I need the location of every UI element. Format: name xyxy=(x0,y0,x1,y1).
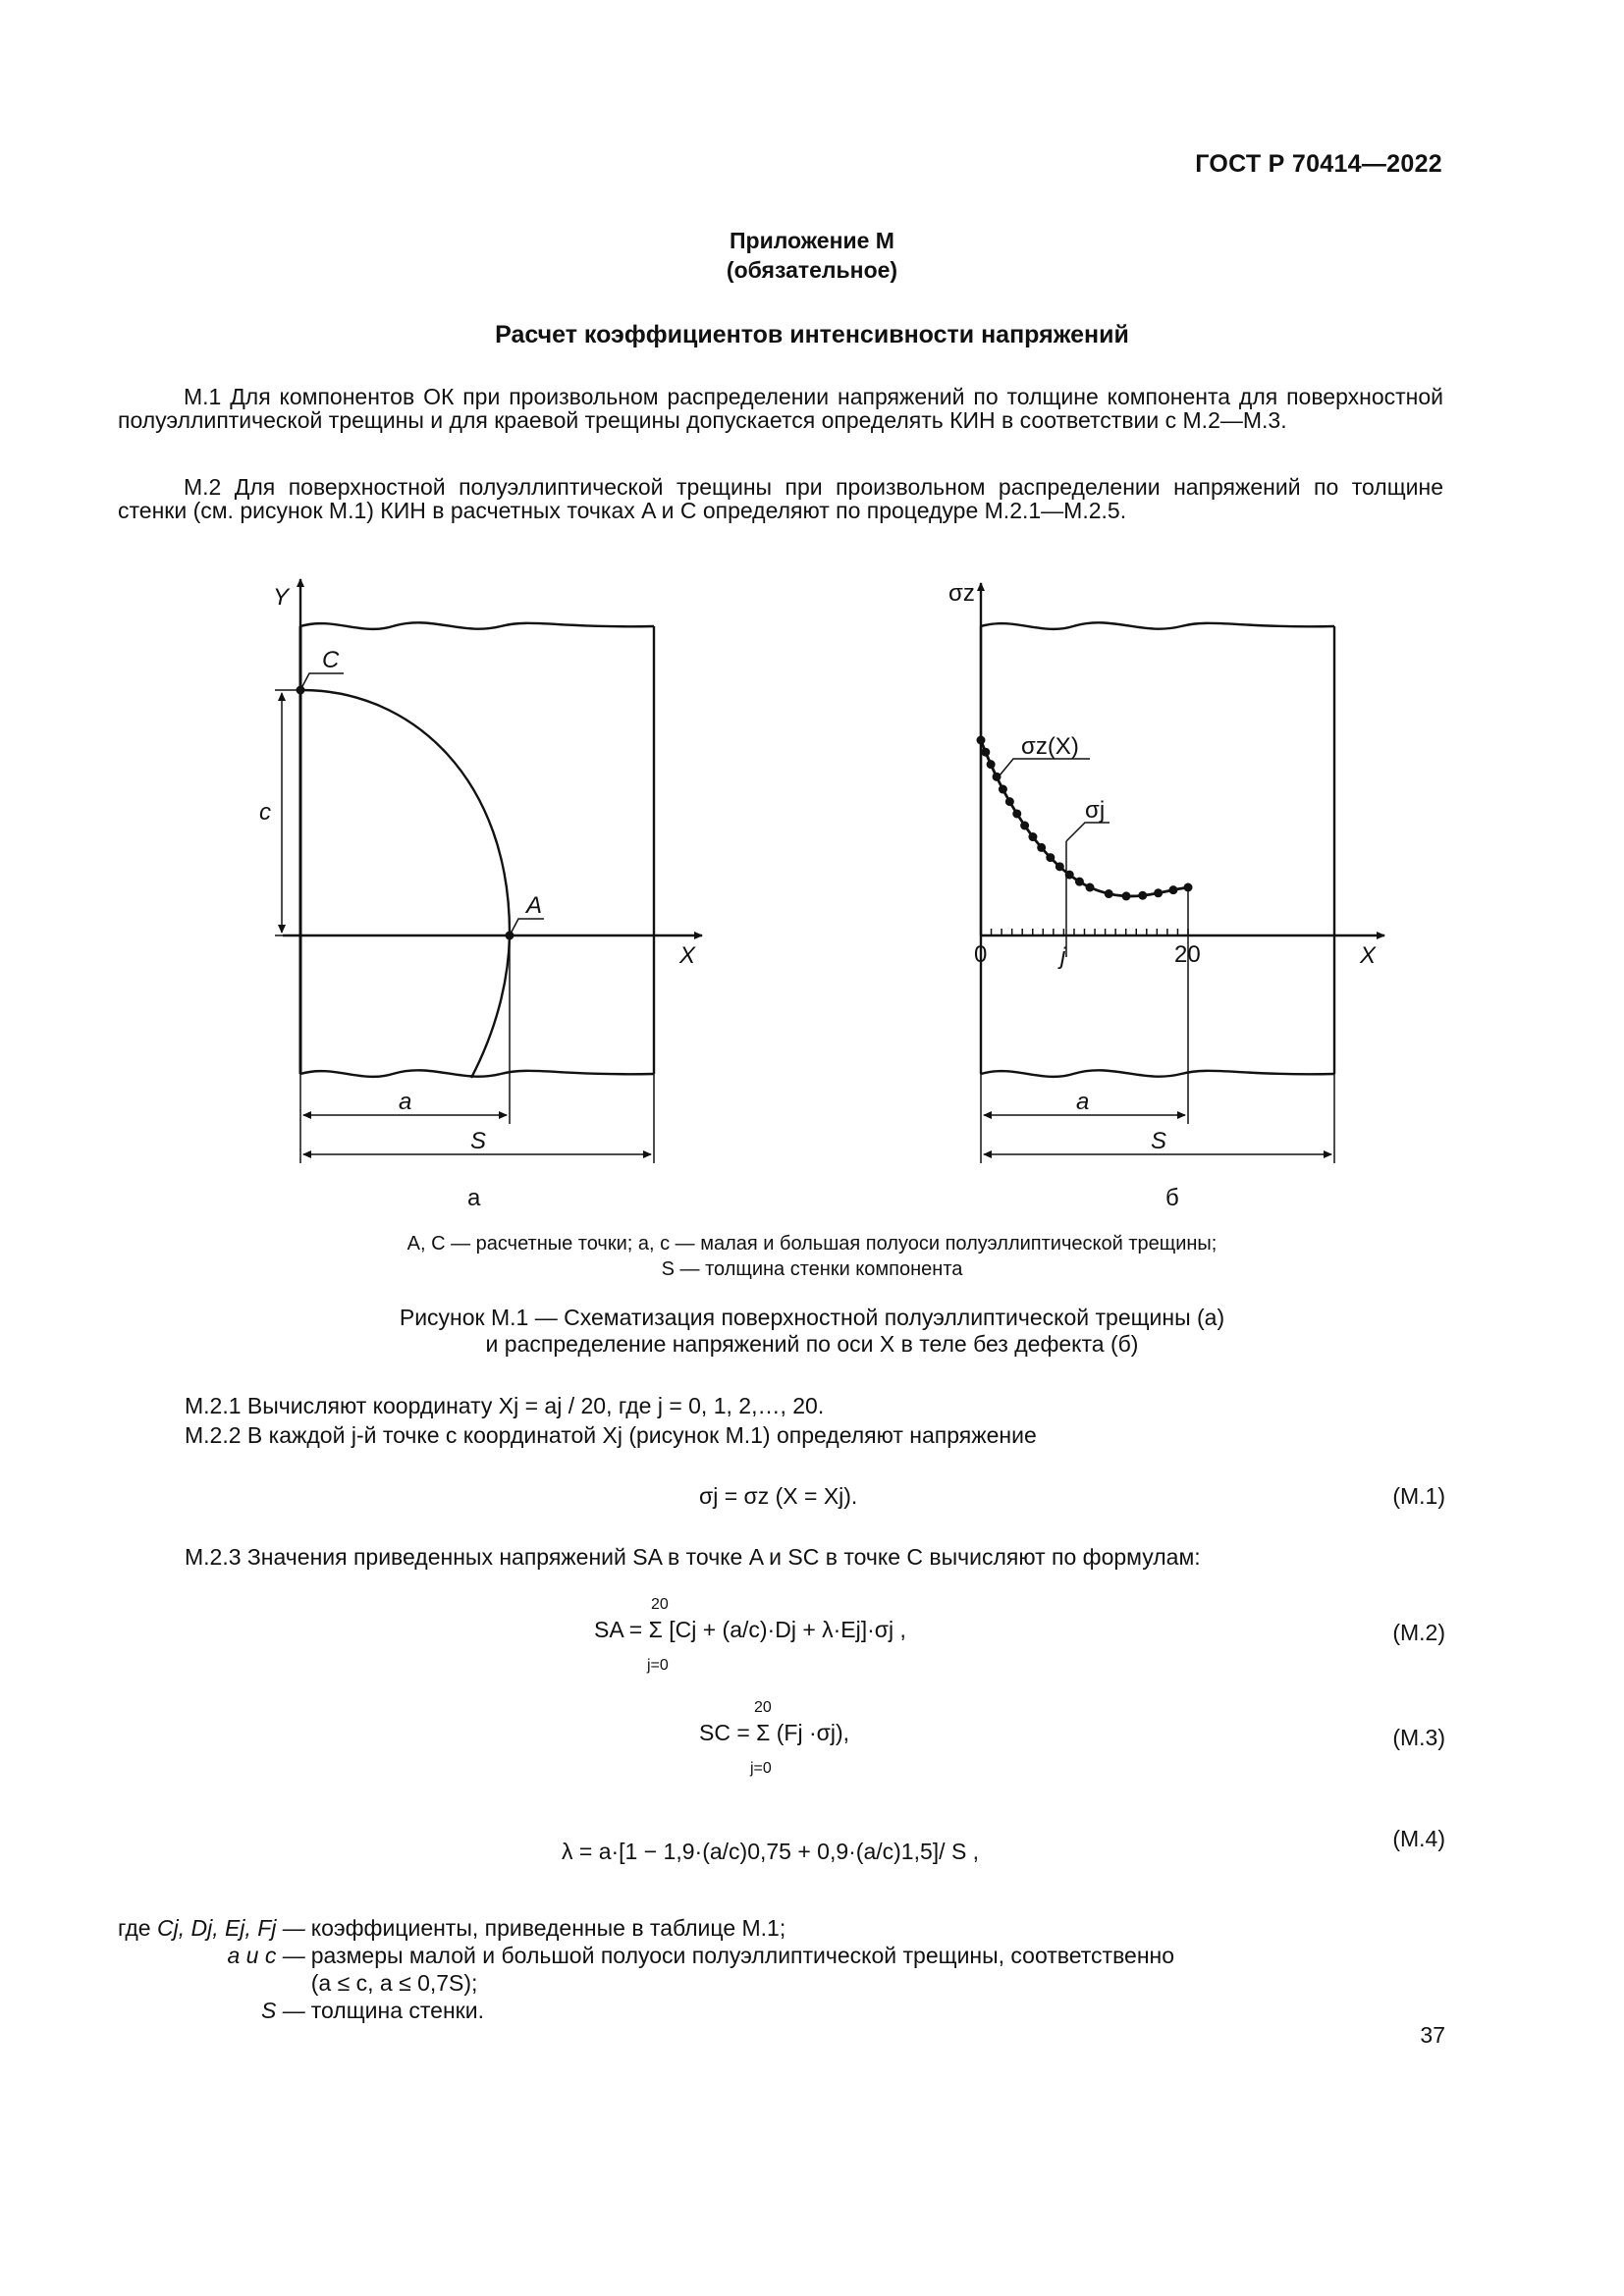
label-x-axis-right: X xyxy=(1360,942,1377,969)
stress-point xyxy=(1122,891,1131,900)
sum-lower-m2: j=0 xyxy=(647,1657,669,1674)
where-row xyxy=(118,1997,1174,2024)
appendix-heading: Приложение М xyxy=(730,228,894,253)
equation-m3-number: (М.3) xyxy=(1392,1725,1445,1750)
label-point-a: A xyxy=(526,892,543,919)
label-dim-a-right: a xyxy=(1076,1089,1090,1115)
page-number: 37 xyxy=(1420,2022,1445,2048)
paragraph-m2-text: М.2 Для поверхностной полуэллиптической трещины при произвольном распределении напряжений по толщине стенки (см. рисунок М.1) КИН в расчетных точках A и C определяют по процедуре М.2.1—М.2.5. xyxy=(118,474,1443,523)
where-text: размеры малой и большой полуоси полуэллиптической трещины, соответственно (a ≤ c, a ≤ 0,7S); xyxy=(310,1943,1175,1996)
paragraph-m2 xyxy=(118,475,1443,522)
stress-point xyxy=(1012,809,1021,818)
step-m23: М.2.3 Значения приведенных напряжений SA в точке A и SC в точке C вычисляют по формулам: xyxy=(185,1544,1201,1570)
stress-point xyxy=(1105,889,1113,898)
label-dim-s-left: S xyxy=(470,1128,487,1154)
leader-sigma-z xyxy=(1000,759,1090,775)
left-plate xyxy=(300,622,654,1077)
leader-a xyxy=(510,919,544,935)
equation-m2-text: SA = Σ [Cj + (a/c)·Dj + λ·Ej]·σj , xyxy=(594,1617,906,1642)
where-text: толщина стенки. xyxy=(310,1998,484,2023)
appendix-status: (обязательное) xyxy=(726,257,898,283)
stress-point xyxy=(1005,797,1014,806)
stress-point xyxy=(1138,891,1147,900)
label-tick-0: 0 xyxy=(974,941,988,968)
where-symbol: a и c — xyxy=(227,1943,305,1968)
step-m21: М.2.1 Вычисляют координату Xj = aj / 20, где j = 0, 1, 2,…, 20. xyxy=(185,1393,825,1418)
sum-upper-m2: 20 xyxy=(651,1596,669,1613)
point-c-dot xyxy=(297,686,305,695)
stress-point xyxy=(1028,832,1037,841)
stress-point xyxy=(1065,871,1074,880)
stress-point xyxy=(1037,843,1046,852)
equation-m2 xyxy=(594,1596,906,1674)
caption-line-2: и распределение напряжений по оси X в теле без дефекта (б) xyxy=(485,1331,1139,1357)
label-sub-b: б xyxy=(1165,1185,1179,1211)
where-symbol: где Cj, Dj, Ej, Fj — xyxy=(118,1915,305,1941)
crack-contour xyxy=(300,690,510,1078)
paragraph-m1-text: М.1 Для компонентов ОК при произвольном распределении напряжений по толщине компонента для поверхностной полуэллиптической трещины и для краевой трещины допускается определять КИН в соответствии с М.2—М.3. xyxy=(118,384,1443,433)
label-sub-a: а xyxy=(467,1185,481,1211)
label-y-axis: Y xyxy=(273,584,290,611)
figure-legend xyxy=(0,1231,1624,1282)
where-symbol: S — xyxy=(261,1998,305,2023)
label-dim-s-right: S xyxy=(1151,1128,1167,1154)
equation-m4-number: (М.4) xyxy=(1392,1826,1445,1851)
label-point-c: C xyxy=(322,647,340,673)
leader-c xyxy=(300,673,344,690)
stress-point xyxy=(1046,853,1055,862)
label-x-axis-left: X xyxy=(679,942,696,969)
where-text: коэффициенты, приведенные в таблице М.1; xyxy=(310,1915,786,1941)
where-row xyxy=(118,1942,1174,1997)
label-sigma-curve: σz(X) xyxy=(1021,733,1079,760)
equation-m4: λ = a·[1 − 1,9·(a/c)0,75 + 0,9·(a/c)1,5]/ S , xyxy=(562,1839,980,1864)
equation-m1: σj = σz (X = Xj). xyxy=(699,1483,858,1509)
right-plate xyxy=(981,622,1334,1077)
stress-point xyxy=(1154,888,1163,897)
document-id: ГОСТ Р 70414—2022 xyxy=(1195,150,1442,178)
point-a-dot xyxy=(506,932,514,940)
step-m22: М.2.2 В каждой j-й точке с координатой Xj (рисунок М.1) определяют напряжение xyxy=(185,1422,1037,1448)
label-tick-20: 20 xyxy=(1174,941,1201,968)
label-sigma-j: σj xyxy=(1085,797,1106,824)
legend-line-1: A, C — расчетные точки; a, c — малая и большая полуоси полуэллиптической трещины; xyxy=(406,1233,1218,1255)
stress-point xyxy=(1056,862,1064,871)
stress-point xyxy=(987,760,996,769)
stress-point xyxy=(999,785,1007,794)
stress-point xyxy=(1168,885,1177,894)
caption-line-1: Рисунок М.1 — Схематизация поверхностной полуэллиптической трещины (а) xyxy=(399,1305,1225,1330)
stress-point xyxy=(1184,883,1193,892)
stress-point xyxy=(1086,883,1095,892)
x-axis-ticks xyxy=(981,929,1188,935)
label-dim-a-left: a xyxy=(399,1089,412,1115)
section-title: Расчет коэффициентов интенсивности напряжений xyxy=(495,321,1129,348)
paragraph-m1 xyxy=(118,385,1443,432)
legend-line-2: S — толщина стенки компонента xyxy=(661,1258,963,1280)
stress-point xyxy=(977,736,986,745)
where-block xyxy=(118,1914,1174,2024)
where-row xyxy=(118,1914,1174,1942)
stress-point xyxy=(993,773,1001,781)
leader-sigma-j xyxy=(1066,823,1110,841)
equation-m1-number: (М.1) xyxy=(1392,1483,1445,1509)
stress-point xyxy=(1075,878,1084,886)
sum-lower-m3: j=0 xyxy=(750,1760,772,1777)
label-sigma-axis: σz xyxy=(948,580,975,607)
equation-m3-text: SC = Σ (Fj ·σj), xyxy=(699,1720,849,1745)
label-tick-j: j xyxy=(1060,943,1066,970)
stress-point xyxy=(1020,822,1029,830)
stress-point xyxy=(981,748,990,757)
label-dim-c: c xyxy=(259,799,271,826)
equation-m2-number: (М.2) xyxy=(1392,1620,1445,1645)
figure-caption xyxy=(0,1305,1624,1358)
where-intro: где xyxy=(118,1915,151,1941)
figure-m1 xyxy=(245,569,1404,1217)
sum-upper-m3: 20 xyxy=(754,1699,772,1716)
equation-m3 xyxy=(699,1699,849,1777)
